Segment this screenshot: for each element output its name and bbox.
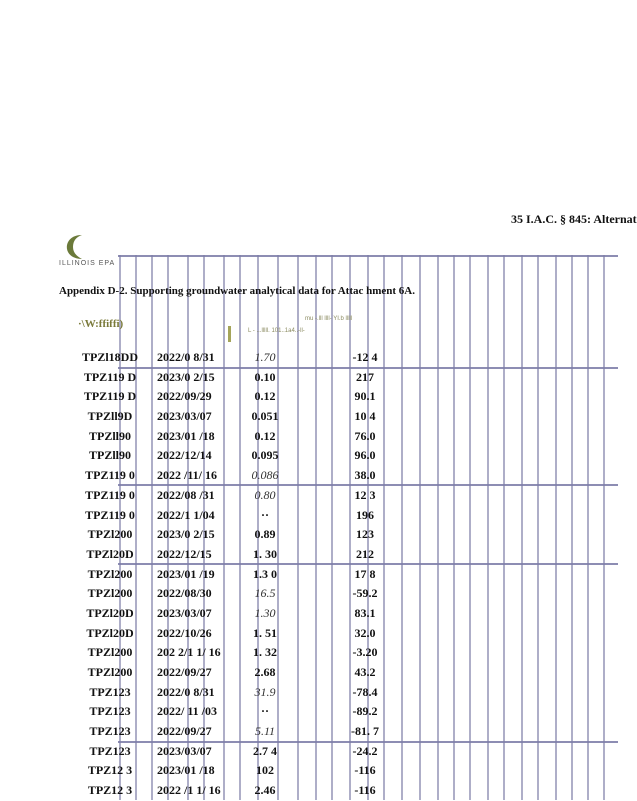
value-cell: 2.68	[254, 665, 276, 679]
sample-date-cell: 2022/09/29	[157, 389, 212, 404]
sample-date-cell: 2022 /1 1/ 16	[157, 783, 221, 798]
value-cell: ··	[260, 704, 269, 719]
table-row	[0, 368, 618, 388]
well-id-cell: TPZl200	[87, 645, 133, 660]
sample-date-cell: 2022/10/26	[157, 625, 212, 640]
value-cell: ··	[260, 507, 269, 522]
well-id-cell: TPZ12 3	[87, 783, 133, 798]
value-cell: 1.70	[254, 350, 276, 364]
value-cell: 2.46	[254, 783, 276, 798]
faint-header-marks: mu -.lll llll- YI.b lllll	[305, 316, 353, 322]
table-row	[0, 506, 618, 526]
sample-date-cell: 2023/01 /19	[157, 566, 215, 581]
value-cell: 0.051	[251, 409, 279, 424]
table-row	[0, 427, 618, 447]
legend-text: ·\W:ffiffi)	[78, 318, 124, 330]
table-row	[0, 643, 618, 663]
well-id-cell: TPZ119 0	[85, 487, 135, 502]
value-cell: 102	[256, 763, 274, 778]
result-cell: 196	[356, 507, 374, 522]
sample-date-cell: 2023/03/07	[157, 743, 212, 758]
result-cell: 32.0	[354, 625, 376, 640]
table-row	[0, 761, 618, 781]
sample-date-cell: 2023/01 /18	[157, 763, 215, 778]
result-cell: 17 8	[354, 566, 376, 581]
well-id-cell: TPZll90	[88, 428, 131, 443]
sample-date-cell: 2023/03/07	[157, 409, 212, 424]
well-id-cell: TPZ123	[89, 743, 131, 758]
sample-date-cell: 2023/0 2/15	[157, 369, 215, 384]
result-cell: 83.1	[354, 605, 376, 620]
result-cell: -116	[354, 783, 376, 798]
table-row	[0, 348, 618, 368]
value-cell: 0.80	[254, 487, 276, 502]
sample-date-cell: 2023/0 2/15	[157, 527, 215, 542]
result-cell: 76.0	[354, 428, 376, 443]
table-row	[0, 624, 618, 644]
value-cell: 1. 32	[253, 645, 277, 660]
well-id-cell: TPZ12 3	[87, 763, 133, 778]
well-id-cell: TPZl200	[87, 566, 133, 581]
result-cell: -59.2	[352, 586, 378, 601]
result-cell: 212	[356, 546, 374, 561]
value-cell: 0.12	[254, 428, 276, 443]
well-id-cell: TPZl20D	[86, 546, 134, 561]
table-row	[0, 683, 618, 703]
table-row	[0, 446, 618, 466]
result-cell: -81. 7	[351, 724, 379, 739]
well-id-cell: TPZl20D	[86, 625, 134, 640]
well-id-cell: TPZl18DD	[81, 350, 138, 364]
value-cell: 16.5	[254, 586, 276, 601]
result-cell: -116	[354, 763, 376, 778]
appendix-title: Appendix D-2. Supporting groundwater analytical data for Attac hment 6A.	[59, 285, 416, 297]
table-row	[0, 663, 618, 683]
value-cell: 31.9	[254, 684, 276, 699]
result-cell: 90.1	[354, 389, 376, 404]
well-id-cell: TPZll9D	[87, 409, 133, 424]
result-cell: -3.20	[352, 645, 378, 660]
table-row	[0, 545, 618, 565]
table-row	[0, 387, 618, 407]
sample-date-cell: 2022/09/27	[157, 665, 212, 679]
page-citation: 35 I.A.C. § 845: Alternat	[511, 212, 637, 226]
well-id-cell: TPZ119 D	[83, 389, 137, 404]
result-cell: -89.2	[352, 704, 378, 719]
well-id-cell: TPZll90	[88, 448, 131, 463]
table-row	[0, 781, 618, 801]
sample-date-cell: 2022/ 11 /03	[157, 704, 218, 719]
value-cell: 2.7 4	[253, 743, 277, 758]
well-id-cell: TPZ119 D	[83, 369, 137, 384]
well-id-cell: TPZl200	[87, 665, 133, 679]
sample-date-cell: 2022/08 /31	[157, 487, 215, 502]
sample-date-cell: 2022/0 8/31	[157, 350, 215, 364]
sample-date-cell: 2022/12/15	[157, 546, 212, 561]
result-cell: 12 3	[354, 487, 376, 502]
well-id-cell: TPZ123	[89, 684, 131, 699]
table-row	[0, 525, 618, 545]
well-id-cell: TPZ123	[89, 724, 131, 739]
table-row	[0, 702, 618, 722]
table-row	[0, 407, 618, 427]
value-cell: 0.086	[251, 468, 279, 483]
result-cell: 96.0	[354, 448, 376, 463]
table-row	[0, 565, 618, 585]
sample-date-cell: 2023/03/07	[157, 605, 212, 620]
well-id-cell: TPZl200	[87, 527, 133, 542]
table-row	[0, 466, 618, 486]
result-cell: -12 4	[352, 350, 378, 364]
well-id-cell: TPZ119 0	[85, 507, 135, 522]
table-row	[0, 722, 618, 742]
logo-text: ILLINOIS EPA	[59, 260, 116, 267]
sample-date-cell: 2022/0 8/31	[157, 684, 215, 699]
result-cell: 43.2	[354, 665, 376, 679]
value-cell: 0.10	[254, 369, 276, 384]
sample-date-cell: 2022/08/30	[157, 586, 212, 601]
value-cell: 5.11	[254, 724, 276, 739]
sample-date-cell: 2022/1 1/04	[157, 507, 215, 522]
column-marker-bar	[228, 326, 231, 342]
result-cell: -24.2	[352, 743, 378, 758]
table-row	[0, 742, 618, 762]
result-cell: 38.0	[354, 468, 376, 483]
well-id-cell: TPZ123	[89, 704, 131, 719]
sample-date-cell: 2022/09/27	[157, 724, 212, 739]
value-cell: 1. 30	[253, 546, 277, 561]
table-row	[0, 584, 618, 604]
table-row	[0, 604, 618, 624]
data-table	[0, 348, 618, 801]
value-cell: 0.89	[254, 527, 276, 542]
well-id-cell: TPZl200	[87, 586, 133, 601]
value-cell: 1.30	[254, 605, 276, 620]
value-cell: 0.095	[251, 448, 279, 463]
well-id-cell: TPZl20D	[86, 605, 134, 620]
value-cell: 1.3 0	[253, 566, 277, 581]
sample-date-cell: 2022/12/14	[157, 448, 212, 463]
sample-date-cell: 2023/01 /18	[157, 428, 215, 443]
agency-logo-icon	[64, 233, 88, 261]
result-cell: 217	[356, 369, 374, 384]
sample-date-cell: 2022 /11/ 16	[157, 468, 218, 483]
sample-date-cell: 202 2/1 1/ 16	[157, 645, 221, 660]
value-cell: 1. 51	[253, 625, 277, 640]
result-cell: 10 4	[354, 409, 376, 424]
result-cell: 123	[356, 527, 374, 542]
faint-header-marks-2: L - ...lllll. 101..1a4..-ll-	[248, 328, 305, 334]
well-id-cell: TPZ119 0	[85, 468, 135, 483]
result-cell: -78.4	[352, 684, 378, 699]
table-row	[0, 486, 618, 506]
value-cell: 0.12	[254, 389, 276, 404]
